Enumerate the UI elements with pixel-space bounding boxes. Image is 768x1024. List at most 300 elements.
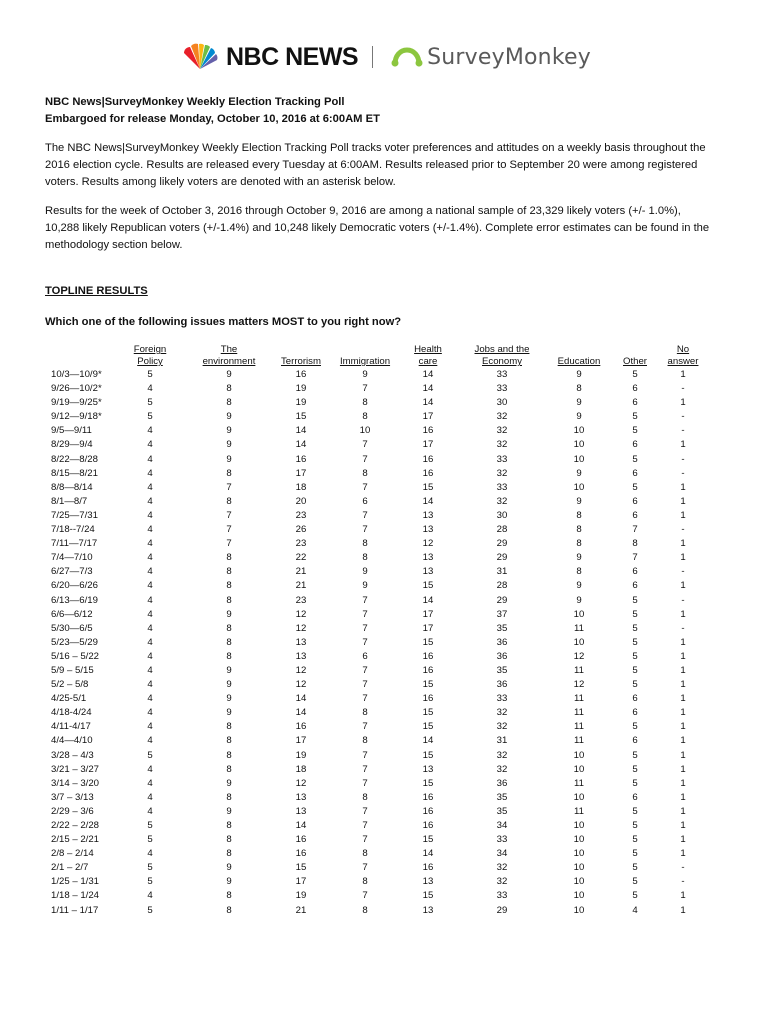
value-cell: 7 [362,524,368,536]
value-cell: 16 [422,820,434,831]
table-row [45,720,709,734]
table-row [45,481,709,495]
value-cell: 8 [362,735,368,747]
value-cell: 4 [147,848,153,860]
value-cell: - [681,524,685,536]
value-cell: 16 [295,834,307,846]
value-cell: 7 [226,509,232,521]
value-cell: 13 [295,636,307,648]
table-row [45,819,709,833]
value-cell: 32 [496,425,508,437]
value-cell: 34 [496,848,508,860]
value-cell: 33 [496,481,508,493]
value-cell: 15 [422,636,434,648]
value-cell: 4 [632,904,638,916]
value-cell: 13 [295,650,307,662]
value-cell: 1 [680,636,686,648]
value-cell: 4 [147,481,153,493]
value-cell: 9 [576,552,582,564]
value-cell: 8 [362,552,368,564]
value-cell: 15 [422,580,434,592]
value-cell: 10 [573,890,585,902]
value-cell: 17 [295,876,307,888]
value-cell: 8 [362,848,368,860]
value-cell: 5 [632,820,638,831]
value-cell: 8 [226,397,232,409]
value-cell: 10 [573,481,585,493]
week-cell: 2/1 – 2/7 [51,862,89,874]
table-row [45,678,709,692]
value-cell: 36 [496,636,508,648]
value-cell: 7 [362,481,368,493]
week-cell: 5/23—5/29 [51,636,98,648]
week-cell: 9/26—10/2* [51,383,102,395]
value-cell: 26 [295,524,307,536]
value-cell: 7 [362,820,368,831]
value-cell: 36 [496,679,508,691]
value-cell: 21 [295,580,307,592]
value-cell: 37 [496,608,508,620]
value-cell: 1 [680,608,686,620]
value-cell: 11 [574,805,584,817]
embargo-line: Embargoed for release Monday, October 10, 2016 at 6:00AM ET [45,113,380,125]
value-cell: 13 [422,566,434,578]
value-cell: 17 [422,608,434,620]
value-cell: 8 [226,735,232,747]
value-cell: 1 [680,791,686,803]
table-row [45,664,709,678]
value-cell: 9 [226,862,232,874]
table-row [45,608,709,622]
column-header-line2: answer [667,356,699,367]
value-cell: 6 [632,566,638,578]
value-cell: 11 [574,735,584,747]
value-cell: 7 [362,509,368,521]
value-cell: 32 [496,749,508,761]
table-row [45,734,709,748]
week-cell: 1/11 – 1/17 [51,904,99,916]
value-cell: 17 [422,439,434,451]
value-cell: - [681,411,685,423]
value-cell: 8 [362,904,368,916]
value-cell: 9 [226,453,232,465]
value-cell: 7 [362,594,368,606]
value-cell: 8 [226,904,232,916]
value-cell: 16 [295,453,307,465]
value-cell: 14 [422,369,434,380]
column-header [269,342,333,368]
value-cell: - [681,425,685,437]
column-header-line1: Foreign [133,344,167,355]
results-table [45,342,709,918]
value-cell: 4 [147,439,153,451]
value-cell: 36 [496,777,508,789]
value-cell: 4 [147,552,153,564]
sample-paragraph: Results for the week of October 3, 2016 through October 9, 2016 are among a national sample of 23,329 likely voters (+/- 1.0%), 10,288 likely Republican voters (+/-1.4%) and 10,248 likely Democratic voters (+/-1.4%). Complete error estimates can be found in the methodology section below. [45,205,710,252]
value-cell: 9 [576,411,582,423]
value-cell: 5 [632,411,638,423]
column-header-line2: care [418,356,438,367]
value-cell: 10 [573,904,585,916]
value-cell: 30 [496,397,508,409]
topline-heading: TOPLINE RESULTS [45,285,148,297]
value-cell: 7 [362,805,368,817]
value-cell: 9 [226,693,232,705]
table-row [45,495,709,509]
week-cell: 6/6—6/12 [51,608,93,620]
question-text: Which one of the following issues matters MOST to you right now? [45,316,402,328]
value-cell: 8 [226,594,232,606]
value-cell: 5 [632,749,638,761]
value-cell: 12 [422,538,434,550]
column-header-line1: Jobs and the [474,344,530,355]
value-cell: 9 [576,594,582,606]
table-header-row [45,342,709,368]
week-cell: 6/20—6/26 [51,580,98,592]
table-row [45,453,709,467]
value-cell: 5 [632,876,638,888]
nbc-news-logo: NBC NEWS [226,42,359,71]
value-cell: 8 [632,538,638,550]
column-header [45,342,111,368]
value-cell: 1 [680,509,686,521]
value-cell: 33 [496,834,508,846]
value-cell: 10 [573,791,585,803]
value-cell: 1 [680,890,686,902]
week-cell: 6/27—7/3 [51,566,93,578]
week-cell: 4/11-4/17 [51,721,91,733]
table-row [45,650,709,664]
value-cell: 10 [573,763,585,775]
value-cell: 18 [295,481,307,493]
column-header-line2: Terrorism [281,356,321,367]
value-cell: 12 [295,608,307,620]
value-cell: 10 [573,439,585,451]
week-cell: 5/16 – 5/22 [51,650,100,662]
value-cell: 7 [362,679,368,691]
value-cell: 5 [632,481,638,493]
table-row [45,904,709,918]
value-cell: 8 [576,509,582,521]
value-cell: 1 [680,693,686,705]
value-cell: 11 [574,693,584,705]
week-cell: 4/18-4/24 [51,707,92,719]
week-cell: 4/25-5/1 [51,693,87,705]
value-cell: 16 [422,805,434,817]
value-cell: 1 [680,848,686,860]
value-cell: 14 [295,439,307,451]
value-cell: 1 [680,552,686,564]
value-cell: 5 [147,904,153,916]
value-cell: 10 [573,834,585,846]
week-cell: 2/22 – 2/28 [51,820,100,831]
table-row [45,636,709,650]
value-cell: 8 [226,495,232,507]
week-cell: 2/15 – 2/21 [51,834,100,846]
table-row [45,706,709,720]
week-cell: 7/18--7/24 [51,524,95,536]
table-row [45,875,709,889]
doc-title: NBC News|SurveyMonkey Weekly Election Tracking Poll [45,96,345,108]
column-header [657,342,709,368]
value-cell: 7 [226,481,232,493]
value-cell: 1 [680,820,686,831]
value-cell: 16 [422,693,434,705]
column-header [545,342,613,368]
value-cell: 5 [632,608,638,620]
value-cell: 16 [295,848,307,860]
value-cell: 15 [295,862,307,874]
value-cell: 15 [422,707,434,719]
value-cell: 9 [226,439,232,451]
value-cell: 15 [422,834,434,846]
value-cell: 7 [362,862,368,874]
value-cell: 5 [147,834,153,846]
table-row [45,368,709,382]
week-cell: 5/30—6/5 [51,622,93,634]
value-cell: 13 [295,805,307,817]
value-cell: 10 [573,848,585,860]
value-cell: - [681,467,685,479]
value-cell: 1 [680,749,686,761]
value-cell: 14 [422,383,434,395]
week-cell: 7/25—7/31 [51,509,98,521]
value-cell: 1 [680,650,686,662]
column-header-line2: Education [557,356,601,367]
value-cell: 11 [574,721,584,733]
value-cell: 7 [362,763,368,775]
value-cell: 9 [362,369,368,380]
value-cell: 8 [576,524,582,536]
value-cell: 32 [496,876,508,888]
value-cell: 8 [362,411,368,423]
value-cell: 6 [632,495,638,507]
value-cell: 13 [295,791,307,803]
value-cell: 4 [147,791,153,803]
week-cell: 3/7 – 3/13 [51,791,94,803]
value-cell: 1 [680,580,686,592]
value-cell: 16 [422,664,434,676]
value-cell: 12 [295,777,307,789]
value-cell: 5 [147,397,153,409]
week-cell: 7/11—7/17 [51,538,98,550]
value-cell: 4 [147,679,153,691]
value-cell: 8 [226,834,232,846]
value-cell: 10 [573,749,585,761]
value-cell: 8 [226,763,232,775]
value-cell: 4 [147,495,153,507]
value-cell: 28 [496,580,508,592]
value-cell: 35 [496,791,508,803]
value-cell: 7 [362,749,368,761]
value-cell: 31 [496,566,508,578]
value-cell: 4 [147,425,153,437]
value-cell: 6 [632,467,638,479]
value-cell: - [681,876,685,888]
value-cell: 6 [362,650,368,662]
value-cell: 8 [226,636,232,648]
value-cell: 5 [147,749,153,761]
value-cell: 4 [147,664,153,676]
value-cell: - [681,622,685,634]
week-cell: 8/22—8/28 [51,453,98,465]
value-cell: 5 [147,411,153,423]
value-cell: 7 [362,664,368,676]
surveymonkey-icon [391,44,423,70]
value-cell: 15 [422,481,434,493]
value-cell: 6 [632,439,638,451]
value-cell: 9 [226,805,232,817]
value-cell: 5 [632,369,638,380]
value-cell: 7 [632,552,638,564]
value-cell: 14 [295,693,307,705]
value-cell: - [681,453,685,465]
value-cell: 5 [632,777,638,789]
nbc-peacock-icon [180,43,220,71]
value-cell: 8 [226,848,232,860]
table-row [45,889,709,903]
value-cell: 7 [362,834,368,846]
value-cell: 32 [496,495,508,507]
value-cell: 4 [147,777,153,789]
value-cell: - [681,594,685,606]
value-cell: 19 [295,890,307,902]
value-cell: 1 [680,707,686,719]
value-cell: 15 [422,890,434,902]
value-cell: 7 [632,524,638,536]
value-cell: 6 [632,397,638,409]
surveymonkey-logo: SurveyMonkey [427,44,591,70]
value-cell: 15 [422,721,434,733]
value-cell: 33 [496,693,508,705]
column-header-line1: Health [414,344,442,355]
value-cell: 9 [226,369,232,380]
value-cell: 1 [680,805,686,817]
value-cell: 5 [632,664,638,676]
value-cell: 8 [362,397,368,409]
value-cell: 4 [147,509,153,521]
value-cell: 13 [422,904,434,916]
value-cell: 17 [422,411,434,423]
value-cell: 8 [226,890,232,902]
value-cell: 8 [226,650,232,662]
value-cell: 9 [576,495,582,507]
column-header-line2: Immigration [339,356,391,367]
value-cell: 6 [362,495,368,507]
value-cell: 4 [147,538,153,550]
table-body [45,368,709,918]
week-cell: 5/9 – 5/15 [51,664,94,676]
value-cell: 32 [496,467,508,479]
value-cell: 6 [632,383,638,395]
value-cell: 5 [632,425,638,437]
week-cell: 9/5—9/11 [51,425,92,437]
value-cell: 4 [147,735,153,747]
value-cell: 5 [632,862,638,874]
value-cell: 11 [574,664,584,676]
table-row [45,749,709,763]
value-cell: 9 [576,397,582,409]
value-cell: 5 [632,594,638,606]
logo-bar [180,40,591,74]
table-row [45,382,709,396]
column-header-line1: No [676,344,690,355]
value-cell: 6 [632,580,638,592]
value-cell: 4 [147,707,153,719]
week-cell: 1/25 – 1/31 [51,876,100,888]
value-cell: 19 [295,383,307,395]
value-cell: 8 [226,467,232,479]
value-cell: 5 [632,622,638,634]
value-cell: - [681,862,685,874]
value-cell: 1 [680,369,686,380]
value-cell: 32 [496,721,508,733]
value-cell: 31 [496,735,508,747]
column-header [459,342,545,368]
value-cell: 29 [496,904,508,916]
value-cell: 7 [362,439,368,451]
value-cell: 4 [147,383,153,395]
value-cell: 32 [496,411,508,423]
value-cell: 1 [680,495,686,507]
value-cell: 20 [295,495,307,507]
value-cell: 21 [295,566,307,578]
value-cell: 7 [362,622,368,634]
column-header [333,342,397,368]
logo-divider [372,46,373,68]
value-cell: 16 [422,453,434,465]
week-cell: 7/4—7/10 [51,552,93,564]
value-cell: 4 [147,580,153,592]
value-cell: 9 [576,580,582,592]
value-cell: 32 [496,763,508,775]
value-cell: 5 [632,890,638,902]
value-cell: 7 [362,453,368,465]
week-cell: 9/12—9/18* [51,411,102,423]
value-cell: 35 [496,622,508,634]
value-cell: 8 [226,791,232,803]
value-cell: 14 [295,425,307,437]
value-cell: 9 [226,876,232,888]
value-cell: - [681,566,685,578]
table-row [45,424,709,438]
value-cell: 6 [632,735,638,747]
column-header [111,342,189,368]
value-cell: 15 [422,777,434,789]
value-cell: 8 [226,721,232,733]
value-cell: 35 [496,805,508,817]
value-cell: 5 [632,679,638,691]
value-cell: 7 [362,777,368,789]
value-cell: 11 [574,622,584,634]
value-cell: 16 [422,862,434,874]
value-cell: 9 [226,425,232,437]
value-cell: 7 [362,636,368,648]
value-cell: 23 [295,538,307,550]
value-cell: 14 [422,397,434,409]
value-cell: 15 [422,749,434,761]
value-cell: 5 [147,876,153,888]
value-cell: 14 [422,848,434,860]
value-cell: 9 [362,566,368,578]
value-cell: 1 [680,664,686,676]
column-header-line2: Economy [482,356,522,367]
value-cell: 14 [422,594,434,606]
value-cell: 18 [295,763,307,775]
value-cell: 8 [226,820,232,831]
value-cell: 35 [496,664,508,676]
table-row [45,692,709,706]
